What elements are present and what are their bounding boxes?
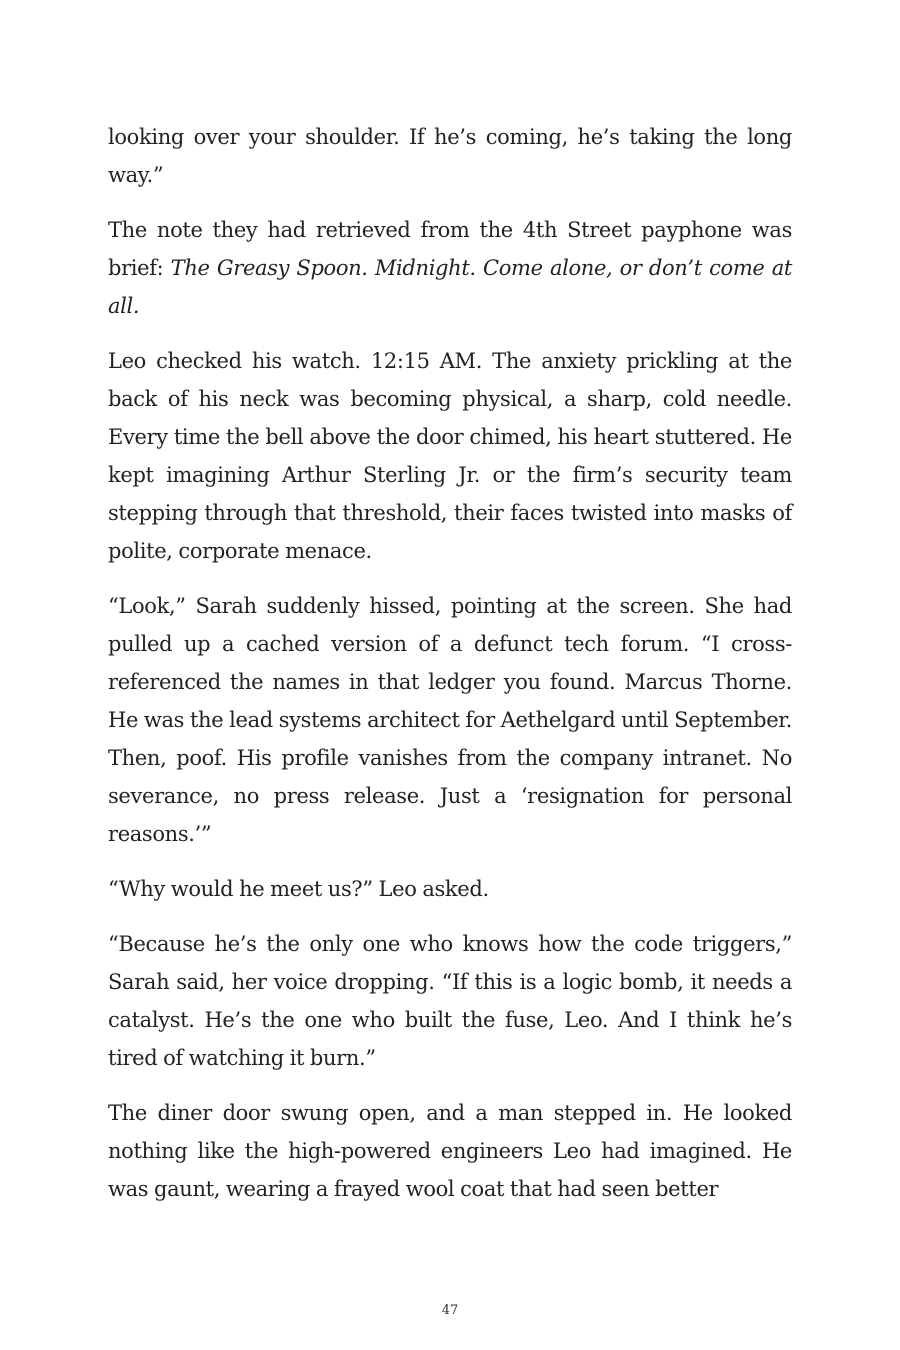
paragraph xyxy=(108,211,792,325)
paragraph: “Why would he meet us?” Leo asked. xyxy=(108,877,489,901)
paragraph: “Look,” Sarah suddenly hissed, pointing at the screen. She had pulled up a cached version of a defunct tech forum. “I cross-referenced the names in that ledger you found. Marcus Thorne. He was the lead systems architect for Aethelgard until September. Then, poof. His profile vanishes from the company intranet. No severance, no press release. Just a ‘resignation for personal reasons.’” xyxy=(108,594,792,846)
page-number: 47 xyxy=(441,1303,459,1318)
paragraph: “Because he’s the only one who knows how the code triggers,” Sarah said, her voice dropping. “If this is a logic bomb, it needs a catalyst. He’s the one who built the fuse, Leo. And I think he’s tired of watching it burn.” xyxy=(108,932,792,1070)
paragraph: Leo checked his watch. 12:15 AM. The anxiety prickling at the back of his neck was becoming physical, a sharp, cold needle. Every time the bell above the door chimed, his heart stuttered. He kept imagining Arthur Sterling Jr. or the firm’s security team stepping through that threshold, their faces twisted into masks of polite, corporate menace. xyxy=(108,349,792,563)
body-text xyxy=(108,118,792,1225)
note-text-italic: The Greasy Spoon. Midnight. Come alone, or don’t come at all. xyxy=(108,256,793,318)
paragraph-text: The note they had retrieved from the 4th Street payphone was brief: xyxy=(108,218,792,280)
paragraph: looking over your shoulder. If he’s coming, he’s taking the long way.” xyxy=(108,125,792,187)
paragraph: The diner door swung open, and a man stepped in. He looked nothing like the high-powered engineers Leo had imagined. He was gaunt, wearing a frayed wool coat that had seen better xyxy=(108,1101,792,1201)
